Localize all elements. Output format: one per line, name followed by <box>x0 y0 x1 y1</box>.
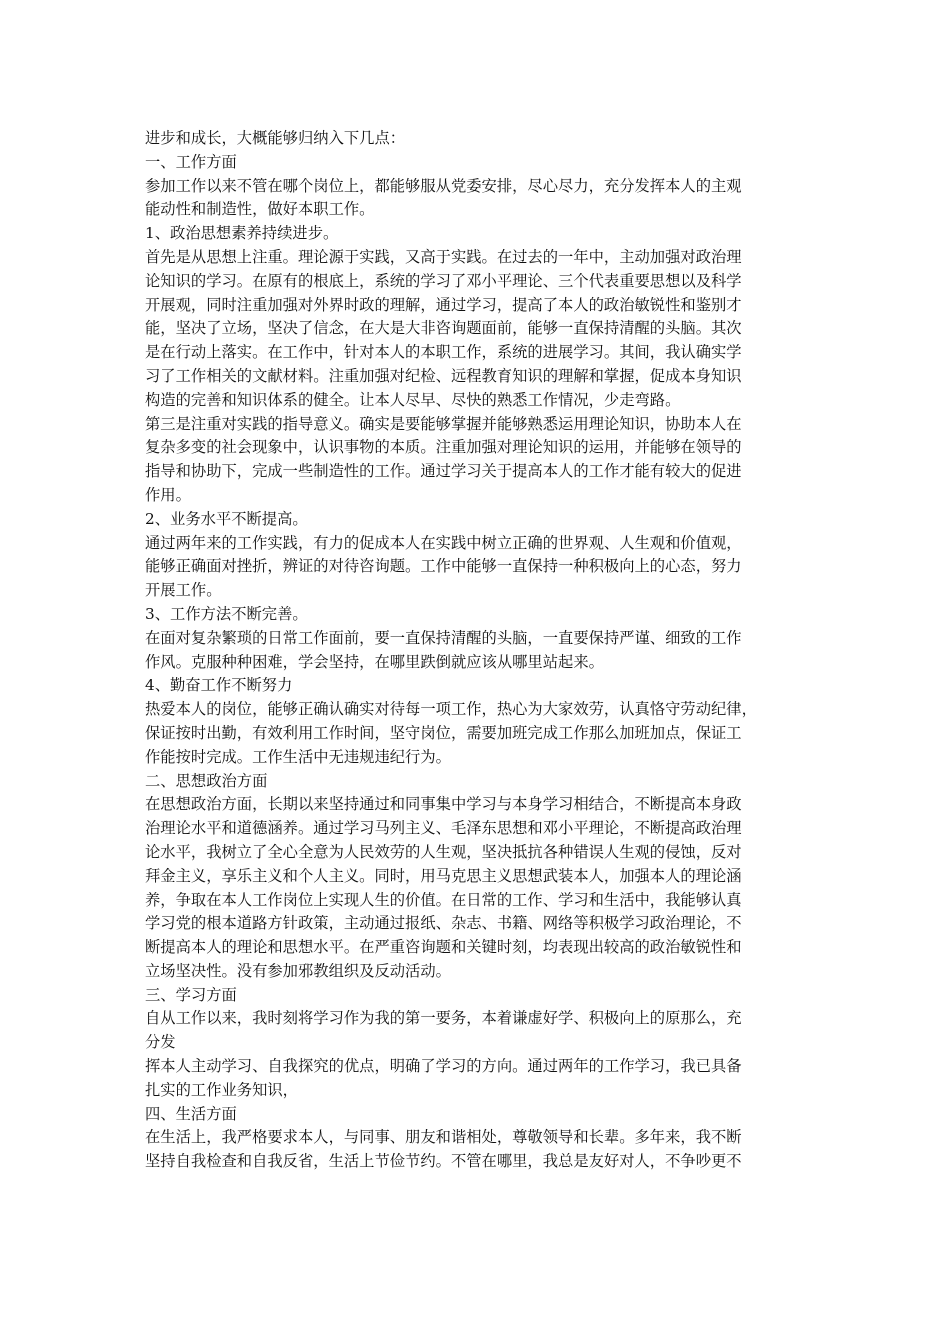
document-line: 养，争取在本人工作岗位上实现人生的价值。在日常的工作、学习和生活中，我能够认真 <box>145 890 742 909</box>
document-line: 第三是注重对实践的指导意义。确实是要能够掌握并能够熟悉运用理论知识，协助本人在 <box>145 414 742 433</box>
document-line: 作能按时完成。工作生活中无违规违纪行为。 <box>145 747 451 766</box>
document-line: 能够正确面对挫折，辨证的对待咨询题。工作中能够一直保持一种积极向上的心态，努力 <box>145 557 742 576</box>
document-line: 能动性和制造性，做好本职工作。 <box>145 200 375 219</box>
document-line: 是在行动上落实。在工作中，针对本人的本职工作，系统的进展学习。其间，我认确实学 <box>145 343 742 362</box>
document-line: 扎实的工作业务知识， <box>145 1080 298 1099</box>
document-line: 进步和成长，大概能够归纳入下几点： <box>145 129 406 147</box>
document-line: 指导和协助下，完成一些制造性的工作。通过学习关于提高本人的工作才能有较大的促进 <box>145 462 742 481</box>
document-line: 治理论水平和道德涵养。通过学习马列主义、毛泽东思想和邓小平理论，不断提高政治理 <box>145 819 742 838</box>
document-line: 开展工作。 <box>145 581 222 600</box>
document-line: 拜金主义，享乐主义和个人主义。同时，用马克思主义思想武装本人，加强本人的理论涵 <box>145 866 742 885</box>
document-line: 立场坚决性。没有参加邪教组织及反动活动。 <box>145 961 451 980</box>
document-line: 作用。 <box>145 485 191 504</box>
document-line: 在面对复杂繁琐的日常工作面前，要一直保持清醒的头脑，一直要保持严谨、细致的工作 <box>145 628 742 647</box>
document-line: 自从工作以来，我时刻将学习作为我的第一要务，本着谦虚好学、积极向上的原那么，充 <box>145 1009 742 1028</box>
document-line: 保证按时出勤，有效利用工作时间，坚守岗位，需要加班完成工作那么加班加点，保证工 <box>145 723 742 742</box>
document-line: 挥本人主动学习、自我探究的优点，明确了学习的方向。通过两年的工作学习，我已具备 <box>145 1057 742 1076</box>
document-line: 论知识的学习。在原有的根底上，系统的学习了邓小平理论、三个代表重要思想以及科学 <box>145 271 742 290</box>
document-line: 三、学习方面 <box>145 985 237 1004</box>
document-line: 通过两年来的工作实践，有力的促成本人在实践中树立正确的世界观、人生观和价值观， <box>145 533 742 552</box>
document-line: 2、业务水平不断提高。 <box>145 509 308 528</box>
document-line: 坚持自我检查和自我反省，生活上节俭节约。不管在哪里，我总是友好对人，不争吵更不 <box>145 1152 742 1171</box>
document-line: 能，坚决了立场，坚决了信念，在大是大非咨询题面前，能够一直保持清醒的头脑。其次 <box>145 319 742 338</box>
document-line: 4、勤奋工作不断努力 <box>145 676 293 695</box>
document-line: 二、思想政治方面 <box>145 771 268 790</box>
document-line: 参加工作以来不管在哪个岗位上，都能够服从党委安排，尽心尽力，充分发挥本人的主观 <box>145 176 742 195</box>
document-line: 四、生活方面 <box>145 1104 237 1123</box>
document-line: 在生活上，我严格要求本人，与同事、朋友和谐相处，尊敬领导和长辈。多年来，我不断 <box>145 1128 742 1147</box>
document-line: 论水平，我树立了全心全意为人民效劳的人生观，坚决抵抗各种错误人生观的侵蚀，反对 <box>145 842 742 861</box>
document-line: 热爱本人的岗位，能够正确认确实对待每一项工作，热心为大家效劳，认真恪守劳动纪律， <box>145 700 757 719</box>
document-line: 在思想政治方面，长期以来坚持通过和同事集中学习与本身学习相结合，不断提高本身政 <box>145 795 742 814</box>
document-line: 1、政治思想素养持续进步。 <box>145 224 339 243</box>
document-line: 学习党的根本道路方针政策，主动通过报纸、杂志、书籍、网络等积极学习政治理论，不 <box>145 914 742 933</box>
document-line: 一、工作方面 <box>145 152 237 171</box>
document-body <box>145 127 811 1174</box>
document-line: 断提高本人的理论和思想水平。在严重咨询题和关键时刻，均表现出较高的政治敏锐性和 <box>145 938 742 957</box>
document-line: 3、工作方法不断完善。 <box>145 604 308 623</box>
document-line: 分发 <box>145 1033 176 1052</box>
document-line: 首先是从思想上注重。理论源于实践，又高于实践。在过去的一年中，主动加强对政治理 <box>145 247 742 266</box>
document-line: 习了工作相关的文献材料。注重加强对纪检、远程教育知识的理解和掌握，促成本身知识 <box>145 366 742 385</box>
document-line: 构造的完善和知识体系的健全。让本人尽早、尽快的熟悉工作情况，少走弯路。 <box>145 390 681 409</box>
document-line: 作风。克服种种困难，学会坚持，在哪里跌倒就应该从哪里站起来。 <box>145 652 604 671</box>
document-line: 开展观，同时注重加强对外界时政的理解，通过学习，提高了本人的政治敏锐性和鉴别才 <box>145 295 742 314</box>
document-line: 复杂多变的社会现象中，认识事物的本质。注重加强对理论知识的运用，并能够在领导的 <box>145 438 742 457</box>
